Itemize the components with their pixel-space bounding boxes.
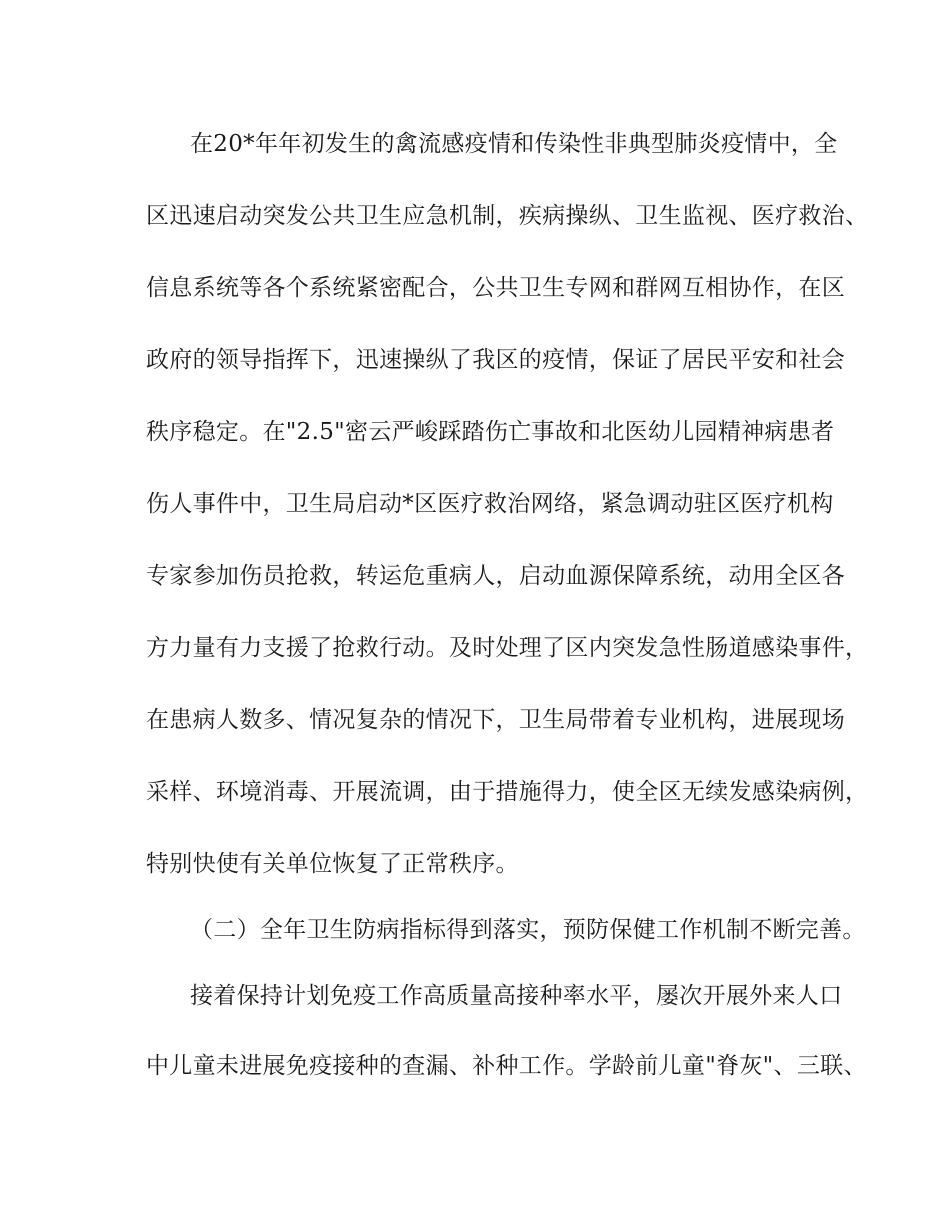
section-heading: （二）全年卫生防病指标得到落实，预防保健工作机制不断完善。 — [190, 917, 866, 943]
paragraph-line: 区迅速启动突发公共卫生应急机制，疾病操纵、卫生监视、医疗救治、 — [146, 203, 869, 229]
paragraph-line: 在20*年年初发生的禽流感疫情和传染性非典型肺炎疫情中，全 — [190, 131, 838, 157]
paragraph-line: 中儿童未进展免疫接种的查漏、补种工作。学龄前儿童"脊灰"、三联、 — [146, 1053, 867, 1079]
paragraph-line: 专家参加伤员抢救，转运危重病人，启动血源保障系统，动用全区各 — [146, 563, 845, 589]
paragraph-line: 政府的领导指挥下，迅速操纵了我区的疫情，保证了居民平安和社会 — [146, 347, 845, 373]
paragraph-line: 接着保持计划免疫工作高质量高接种率水平，屡次开展外来人口 — [190, 983, 843, 1009]
paragraph-line: 方力量有力支援了抢救行动。及时处理了区内突发急性肠道感染事件， — [146, 635, 869, 661]
paragraph-line: 伤人事件中，卫生局启动*区医疗救治网络，紧急调动驻区医疗机构 — [146, 491, 834, 517]
paragraph-line: 特别快使有关单位恢复了正常秩序。 — [146, 851, 519, 877]
paragraph-line: 信息系统等各个系统紧密配合，公共卫生专网和群网互相协作，在区 — [146, 275, 845, 301]
paragraph-line: 采样、环境消毒、开展流调，由于措施得力，使全区无续发感染病例， — [146, 779, 869, 805]
paragraph-line: 秩序稳定。在"2.5"密云严峻踩踏伤亡事故和北医幼儿园精神病患者 — [146, 419, 835, 445]
paragraph-line: 在患病人数多、情况复杂的情况下，卫生局带着专业机构，进展现场 — [146, 707, 845, 733]
